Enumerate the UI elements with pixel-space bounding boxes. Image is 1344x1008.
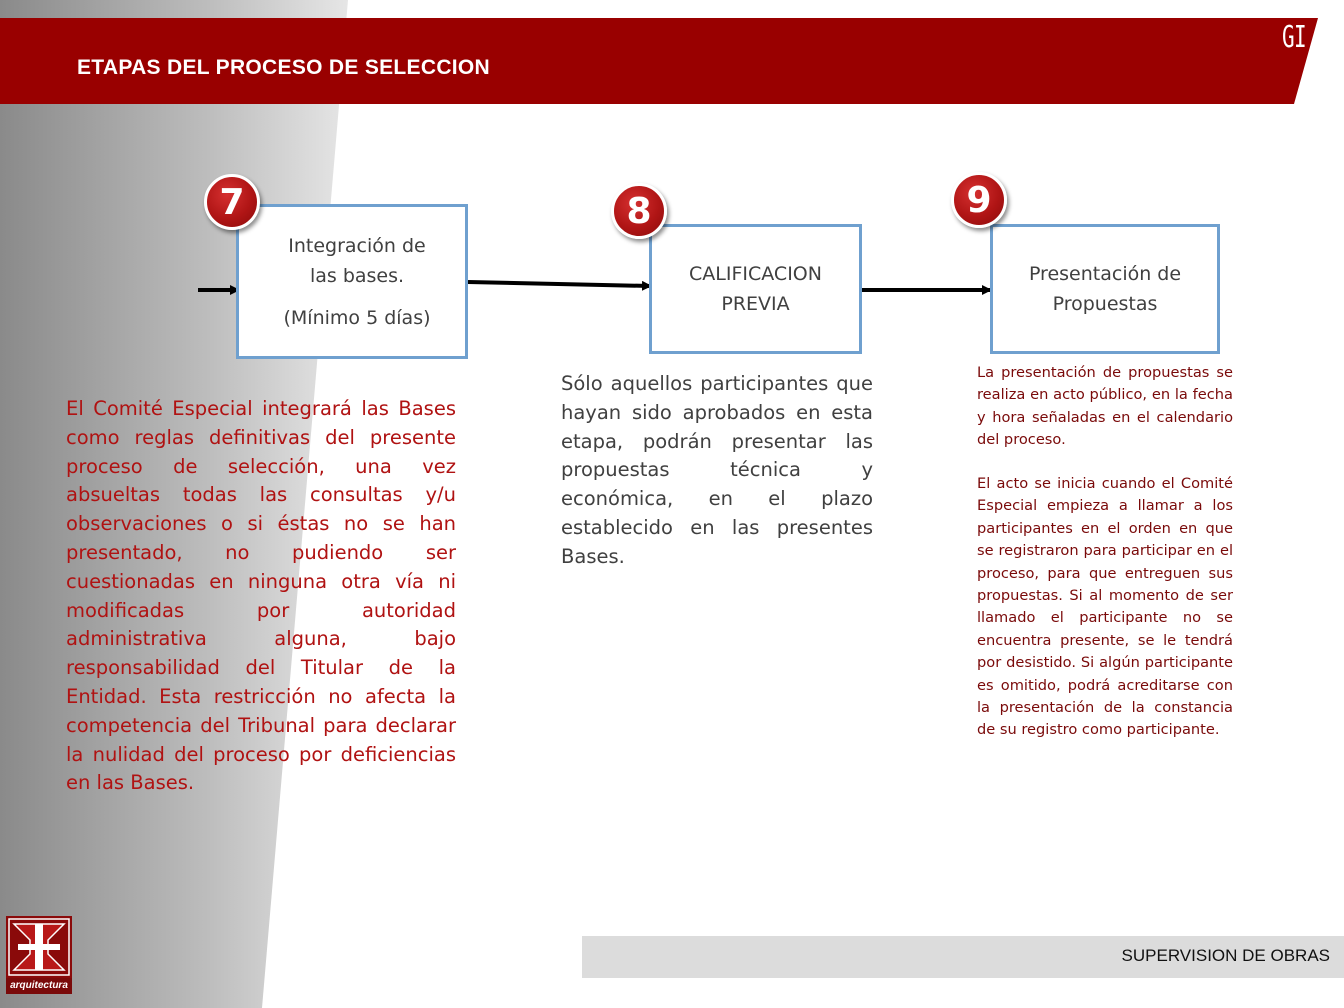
stage-8-title-line-2: PREVIA xyxy=(721,293,790,315)
stage-7-box xyxy=(236,204,468,359)
stage-9-box xyxy=(990,224,1220,354)
stage-9-description-2: El acto se inicia cuando el Comité Especial empieza a llamar a los participantes en el orden en que se registraron para participar en el proceso, para que entreguen sus propuestas. Si al momento de ser llamado el participante no se encuentra presente, se le tendrá por desistido. Si algún participante es omitido, podrá acreditarse con la presentación de la constancia de su registro como participante. xyxy=(977,475,1233,739)
stage-7-number-badge: 7 xyxy=(204,174,260,230)
stage-8-box xyxy=(649,224,862,354)
footer-bar xyxy=(582,936,1344,978)
stage-7-title-line-2: las bases. xyxy=(309,264,405,287)
footer-label: SUPERVISION DE OBRAS xyxy=(1121,946,1330,965)
stage-8-title-line-1: CALIFICACION xyxy=(689,263,822,285)
stage-7-description: El Comité Especial integrará las Bases como reglas definitivas del presente proceso de selección, una vez absueltas todas las consultas y/u observaciones o si éstas no se han presentado, no pudiendo ser cuestionadas en ninguna otra vía ni modificadas por autoridad administrativa alguna, bajo responsabilidad del Titular de la Entidad. Esta restricción no afecta la competencia del Tribunal para declarar la nulidad del proceso por deficiencias en las Bases. xyxy=(66,397,456,795)
stage-8-description: Sólo aquellos participantes que hayan sido aprobados en esta etapa, podrán presentar las propuestas técnica y económica, en el plazo establecido en las presentes Bases. xyxy=(561,372,873,568)
page-title: ETAPAS DEL PROCESO DE SELECCION xyxy=(77,56,491,79)
stage-9-description-1: La presentación de propuestas se realiza en acto público, en la fecha y hora señaladas en el calendario del proceso. xyxy=(977,364,1233,449)
stage-9-title-line-1: Presentación de xyxy=(1028,263,1182,285)
stage-7-title-line-1: Integración de xyxy=(288,234,426,257)
stage-8-number-badge: 8 xyxy=(611,183,667,239)
logo-wordmark: arquitectura xyxy=(6,978,72,994)
stage-7-subtitle: (Mínimo 5 días) xyxy=(283,306,431,329)
stage-9-title-line-2: Propuestas xyxy=(1052,293,1158,315)
stage-9-number-badge: 9 xyxy=(951,172,1007,228)
corner-mark: GI xyxy=(1282,20,1306,55)
